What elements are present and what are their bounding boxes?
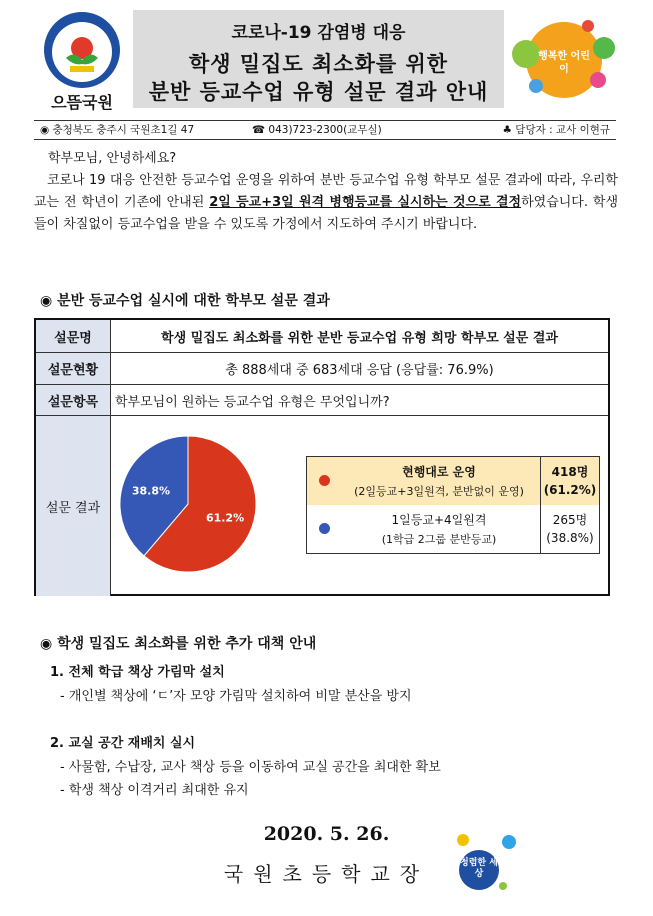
title-line-1: 코로나-19 감염병 대응: [231, 23, 406, 43]
legend-percent: (61.2%): [543, 483, 597, 497]
principal-signature: 국원초등학교장: [223, 862, 430, 886]
legend-count: 418명: [551, 465, 589, 479]
pie-slice-label: 38.8%: [131, 484, 171, 498]
legend-row: [307, 505, 599, 553]
legend-row: [307, 457, 599, 506]
body-emphasis: 2일 등교+3일 원격 병행등교를 실시하는 것으로 결정: [209, 195, 522, 210]
school-logo: [36, 10, 128, 112]
title-banner: [133, 10, 504, 108]
measure-2-detail-2: - 학생 책상 이격거리 최대한 유지: [60, 783, 249, 798]
survey-result-label: 설문 결과: [36, 416, 111, 596]
survey-name-value: 학생 밀집도 최소화를 위한 분반 등교수업 유형 희망 학부모 설문 결과: [161, 330, 558, 346]
seal-text: 청렴한 세상: [460, 858, 498, 879]
survey-name-label: 설문명: [36, 320, 111, 352]
manager-name: ♣ 담당자 : 교사 이현규: [502, 124, 610, 136]
measure-1-detail: - 개인별 책상에 ‘ㄷ’자 모양 가림막 설치하여 비말 분산을 방지: [60, 689, 412, 704]
measure-1-title: 1. 전체 학급 책상 가림막 설치: [50, 665, 225, 680]
school-emblem-icon: [44, 12, 120, 88]
result-legend: [306, 456, 600, 554]
legend-marker-red: [319, 475, 330, 486]
legend-option-detail: (1학급 2그룹 분반등교): [381, 533, 497, 546]
brand-text: 행복한 어린이: [538, 51, 590, 75]
body-text-2: 하였습니다. 학생들이 차질없이 등교수업을 받을 수 있도록 가정에서 지도하여 주시기 바랍니다.: [34, 195, 619, 232]
survey-heading: ◉ 분반 등교수업 실시에 대한 학부모 설문 결과: [40, 293, 330, 309]
brand-logo: [508, 10, 618, 108]
measure-2-detail-1: - 사물함, 수납장, 교사 책상 등을 이동하여 교실 공간을 최대한 확보: [60, 760, 441, 775]
legend-percent: (38.8%): [546, 531, 594, 545]
title-line-3: 분반 등교수업 유형 설문 결과 안내: [148, 80, 489, 104]
letter-body: [34, 170, 618, 236]
school-phone: ☎ 043)723-2300(교무실): [252, 124, 382, 136]
school-motto: 으뜸국원: [51, 93, 113, 112]
legend-option-name: 1일등교+4일원격: [391, 513, 487, 527]
survey-question-value: 학부모님이 원하는 등교수업 유형은 무엇입니까?: [115, 394, 390, 410]
legend-option-detail: (2일등교+3일원격, 분반없이 운영): [354, 485, 524, 498]
integrity-seal: [453, 830, 523, 900]
title-line-2: 학생 밀집도 최소화를 위한: [188, 52, 449, 76]
greeting: 학부모님, 안녕하세요?: [48, 151, 177, 166]
school-address: ◉ 충청북도 충주시 국원초1길 47: [40, 124, 195, 136]
pie-slice-label: 61.2%: [205, 511, 245, 525]
result-pie-chart: [98, 434, 278, 574]
measures-heading: ◉ 학생 밀집도 최소화를 위한 추가 대책 안내: [40, 636, 317, 652]
survey-question-label: 설문항목: [36, 385, 111, 415]
legend-count: 265명: [552, 513, 588, 527]
contact-bar: [34, 120, 616, 140]
legend-option-name: 현행대로 운영: [402, 465, 476, 479]
legend-marker-blue: [319, 523, 330, 534]
issue-date: 2020. 5. 26.: [263, 823, 390, 845]
survey-status-value: 총 888세대 중 683세대 응답 (응답률: 76.9%): [225, 363, 494, 378]
survey-status-label: 설문현황: [36, 353, 111, 384]
body-text-1: 코로나 19 대응 안전한 등교수업 운영을 위하여 분반 등교수업 유형 학부모 설문 결과에 따라, 우리학교는 전 학년이 기존에 안내된: [34, 173, 618, 210]
measure-2-title: 2. 교실 공간 재배치 실시: [50, 736, 196, 751]
